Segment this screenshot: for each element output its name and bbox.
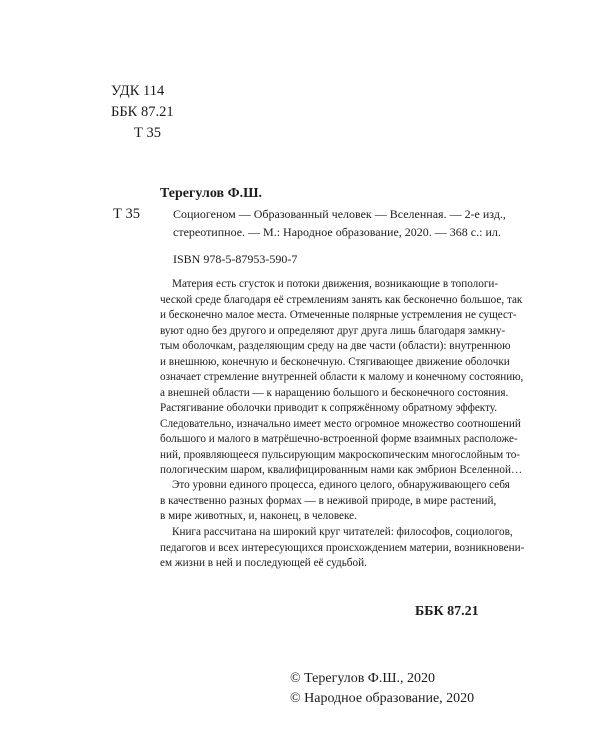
- annotation-line: а внешней области — к наращению большого и бесконечного состояния.: [160, 386, 509, 399]
- annotation-line: ний, проявляющееся пульсирующим макроскопическим многослойным то-: [160, 448, 521, 461]
- author-name: Терегулов Ф.Ш.: [160, 186, 262, 201]
- description-line: Социогеном — Образованный человек — Вселенная. — 2-е изд.,: [173, 207, 506, 221]
- bbk-code-bottom: ББК 87.21: [415, 604, 479, 619]
- annotation-paragraph-3: [160, 525, 525, 572]
- isbn: ISBN 978-5-87953-590-7: [173, 252, 298, 266]
- annotation-line: ческой среде благодаря её стремлениям занять как бесконечно большое, так: [160, 293, 523, 306]
- annotation-line: большого и малого в матрёшечно-встроенной форме взаимных расположе-: [160, 433, 518, 445]
- copyright-publisher: © Народное образование, 2020: [290, 691, 475, 706]
- annotation-paragraph-2: [160, 478, 510, 525]
- annotation-line: в качественно разных формах — в неживой природе, в мире растений,: [160, 494, 497, 507]
- annotation-line: Материя есть сгусток и потоки движения, возникающие в топологи-: [172, 278, 499, 290]
- annotation-paragraph-1: [160, 277, 524, 479]
- annotation-line: и бесконечно малое места. Отмеченные полярные устремления не сущест-: [160, 309, 517, 321]
- annotation-line: педагогов и всех интересующихся происхождением материи, возникновени-: [160, 541, 525, 554]
- annotation-line: вуют одно без другого и определяют друг друга лишь благодаря замкну-: [160, 324, 506, 337]
- annotation-line: Растягивание оболочки приводит к сопряжённому обратному эффекту.: [160, 402, 498, 414]
- annotation-line: ем жизни в ней и последующей её судьбой.: [160, 557, 367, 569]
- bibliographic-description: [173, 206, 506, 241]
- annotation-line: Книга рассчитана на широкий круг читателей: философов, социологов,: [172, 526, 513, 538]
- annotation-line: и внешнюю, конечную и бесконечную. Стягивающее движение оболочки: [160, 355, 510, 368]
- bbk-code: ББК 87.21: [111, 104, 174, 120]
- udk-code: УДК 114: [111, 83, 165, 99]
- author-sign-code: Т 35: [134, 125, 161, 141]
- annotation-line: в мире животных, и, наконец, в человеке.: [160, 510, 357, 522]
- annotation-line: пологическим шаром, квалифицированным нами как эмбрион Вселенной…: [160, 464, 523, 476]
- copyright-author: © Терегулов Ф.Ш., 2020: [290, 671, 435, 686]
- entry-author-code: Т 35: [113, 206, 140, 222]
- annotation-line: Это уровни единого процесса, единого целого, обнаруживающего себя: [172, 479, 510, 491]
- annotation-line: тым оболочкам, разделяющим среду на две части (области): внутреннюю: [160, 340, 511, 352]
- annotation-line: Следовательно, изначально имеет место огромное множество соотношений: [160, 417, 521, 430]
- description-line: стереотипное. — М.: Народное образование, 2020. — 368 с.: ил.: [173, 224, 501, 239]
- annotation-line: означает стремление внутренней области к малому и конечному состоянию,: [160, 371, 524, 383]
